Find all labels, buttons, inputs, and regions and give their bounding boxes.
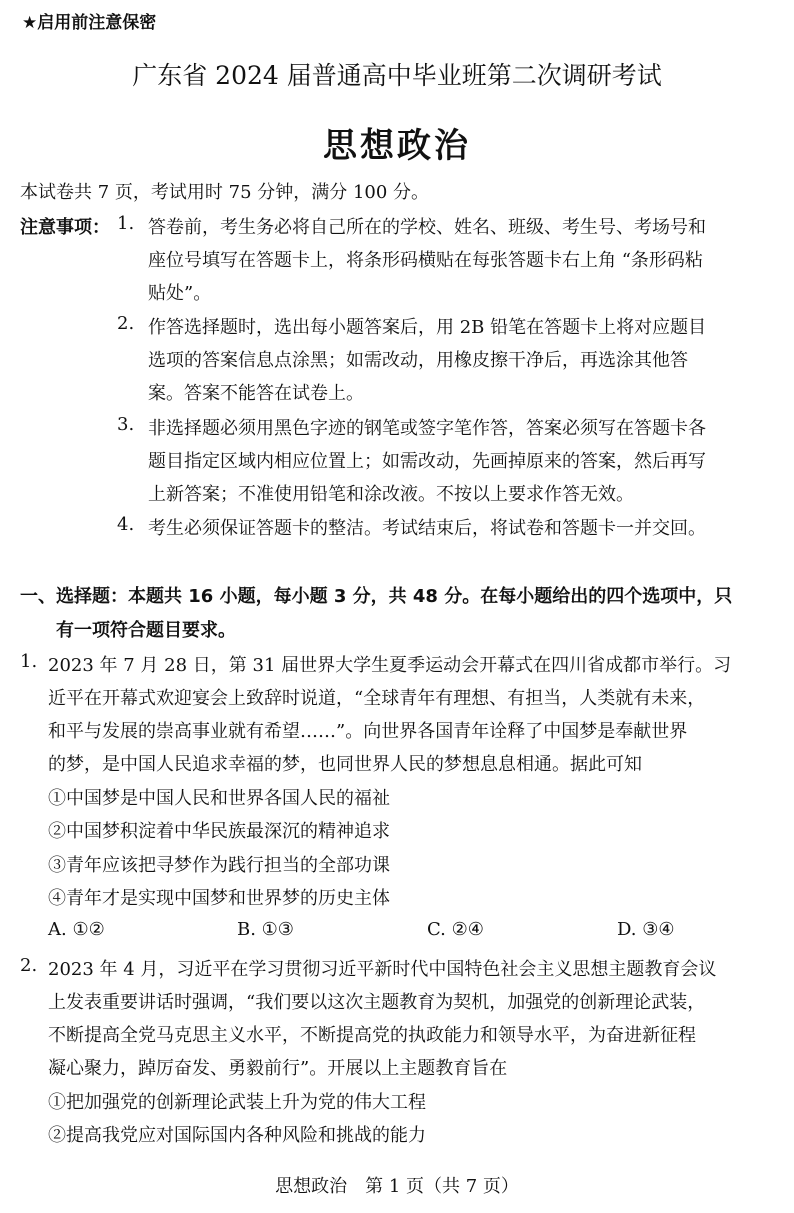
note-number: 3. (117, 414, 135, 435)
section-heading: 一、选择题：本题共 16 小题，每小题 3 分，共 48 分。在每小题给出的四个选项中，只 (20, 586, 733, 607)
note-number: 2. (117, 313, 135, 334)
confidential-label: ★启用前注意保密 (22, 13, 157, 33)
note-number: 1. (117, 213, 135, 234)
note-line: 题目指定区域内相应位置上；如需改动，先画掉原来的答案，然后再写 (148, 451, 706, 472)
answer-option: D. ③④ (617, 919, 675, 940)
intro-text: 本试卷共 7 页，考试用时 75 分钟，满分 100 分。 (20, 182, 430, 203)
question-line: 上发表重要讲话时强调，“我们要以这次主题教育为契机，加强党的创新理论武装， (48, 992, 706, 1013)
question-line: 2023 年 4 月，习近平在学习贯彻习近平新时代中国特色社会主义思想主题教育会议 (48, 959, 717, 980)
note-line: 答卷前，考生务必将自己所在的学校、姓名、班级、考生号、考场号和 (148, 217, 706, 238)
note-line: 上新答案；不准使用铅笔和涂改液。不按以上要求作答无效。 (148, 484, 634, 505)
note-line: 座位号填写在答题卡上，将条形码横贴在每张答题卡右上角 “条形码粘 (148, 250, 703, 271)
subject-title: 思想政治 (323, 126, 471, 166)
page-footer: 思想政治 第 1 页（共 7 页） (275, 1176, 519, 1197)
exam-title: 广东省 2024 届普通高中毕业班第二次调研考试 (132, 61, 662, 90)
question-line: 和平与发展的崇高事业就有希望……”。向世界各国青年诠释了中国梦是奉献世界 (48, 721, 688, 742)
statement: ②提高我党应对国际国内各种风险和挑战的能力 (48, 1125, 426, 1146)
statement: ①把加强党的创新理论武装上升为党的伟大工程 (48, 1092, 426, 1113)
notes-label: 注意事项： (20, 217, 110, 238)
note-line: 作答选择题时，选出每小题答案后，用 2B 铅笔在答题卡上将对应题目 (148, 317, 707, 338)
question-number: 2. (20, 955, 38, 976)
statement: ③青年应该把寻梦作为践行担当的全部功课 (48, 855, 390, 876)
note-line: 考生必须保证答题卡的整洁。考试结束后，将试卷和答题卡一并交回。 (148, 518, 706, 539)
note-line: 案。答案不能答在试卷上。 (148, 383, 364, 404)
question-line: 的梦，是中国人民追求幸福的梦，也同世界人民的梦想息息相通。据此可知 (48, 754, 642, 775)
question-line: 2023 年 7 月 28 日，第 31 届世界大学生夏季运动会开幕式在四川省成都市举行。习 (48, 655, 732, 676)
section-heading: 有一项符合题目要求。 (56, 620, 236, 641)
statement: ④青年才是实现中国梦和世界梦的历史主体 (48, 888, 390, 909)
note-line: 贴处”。 (148, 283, 212, 304)
answer-option: B. ①③ (237, 919, 294, 940)
note-line: 非选择题必须用黑色字迹的钢笔或签字笔作答，答案必须写在答题卡各 (148, 418, 706, 439)
statement: ①中国梦是中国人民和世界各国人民的福祉 (48, 788, 390, 809)
question-line: 近平在开幕式欢迎宴会上致辞时说道，“全球青年有理想、有担当，人类就有未来， (48, 688, 706, 709)
question-line: 不断提高全党马克思主义水平，不断提高党的执政能力和领导水平，为奋进新征程 (48, 1025, 696, 1046)
question-number: 1. (20, 651, 38, 672)
answer-option: A. ①② (48, 919, 105, 940)
statement: ②中国梦积淀着中华民族最深沉的精神追求 (48, 821, 390, 842)
note-number: 4. (117, 514, 135, 535)
answer-option: C. ②④ (427, 919, 484, 940)
note-line: 选项的答案信息点涂黑；如需改动，用橡皮擦干净后，再选涂其他答 (148, 350, 688, 371)
question-line: 凝心聚力，踔厉奋发、勇毅前行”。开展以上主题教育旨在 (48, 1058, 508, 1079)
